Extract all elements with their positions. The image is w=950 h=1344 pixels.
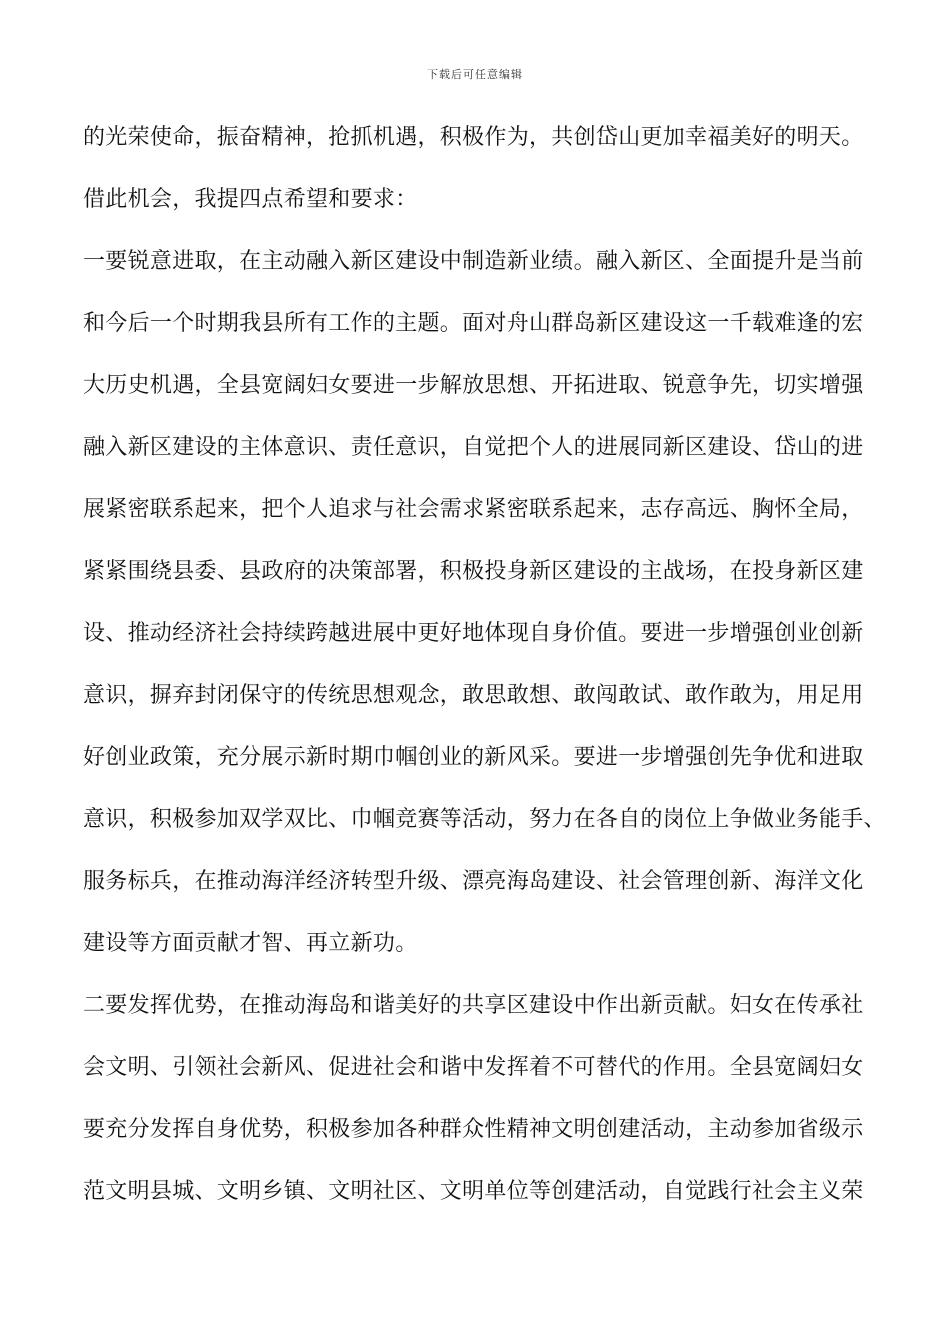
text-line: 融入新区建设的主体意识、责任意识，自觉把个人的进展同新区建设、岱山的进 [83,435,864,460]
text-line: 的光荣使命，振奋精神，抢抓机遇，积极作为，共创岱山更加幸福美好的明天。 [83,125,864,150]
text-line: 会文明、引领社会新风、促进社会和谐中发挥着不可替代的作用。全县宽阔妇女 [83,1055,864,1080]
text-line: 意识，摒弃封闭保守的传统思想观念，敢思敢想、敢闯敢试、敢作敢为，用足用 [83,683,864,708]
text-line: 好创业政策，充分展示新时期巾帼创业的新风采。要进一步增强创先争优和进取 [83,745,864,770]
text-line: 服务标兵，在推动海洋经济转型升级、漂亮海岛建设、社会管理创新、海洋文化 [83,869,864,894]
text-line: 借此机会，我提四点希望和要求： [83,187,418,212]
text-line: 和今后一个时期我县所有工作的主题。面对舟山群岛新区建设这一千载难逢的宏 [83,311,864,336]
text-line: 建设等方面贡献才智、再立新功。 [83,931,418,956]
text-line: 意识，积极参加双学双比、巾帼竞赛等活动，努力在各自的岗位上争做业务能手、 [83,807,886,832]
text-line: 展紧密联系起来，把个人追求与社会需求紧密联系起来，志存高远、胸怀全局， [83,497,864,522]
text-line: 范文明县城、文明乡镇、文明社区、文明单位等创建活动，自觉践行社会主义荣 [83,1179,864,1204]
document-body [83,116,893,1232]
text-line: 要充分发挥自身优势，积极参加各种群众性精神文明创建活动，主动参加省级示 [83,1117,864,1142]
text-line: 二要发挥优势，在推动海岛和谐美好的共享区建设中作出新贡献。妇女在传承社 [83,993,864,1018]
text-line: 紧紧围绕县委、县政府的决策部署，积极投身新区建设的主战场，在投身新区建 [83,559,864,584]
text-line: 设、推动经济社会持续跨越进展中更好地体现自身价值。要进一步增强创业创新 [83,621,864,646]
page-header-note: 下载后可任意编辑 [427,68,523,81]
text-line: 大历史机遇，全县宽阔妇女要进一步解放思想、开拓进取、锐意争先，切实增强 [83,373,864,398]
text-line: 一要锐意进取，在主动融入新区建设中制造新业绩。融入新区、全面提升是当前 [83,249,864,274]
